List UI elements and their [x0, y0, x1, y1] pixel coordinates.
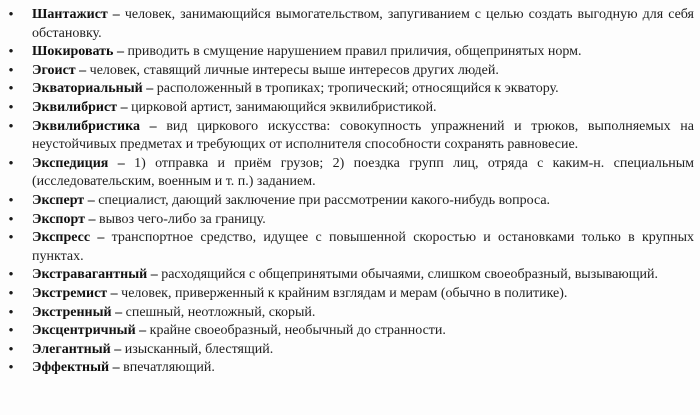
term: Экстренный	[32, 304, 112, 320]
bullet-icon: •	[8, 81, 14, 98]
definition: человек, ставящий личные интересы выше интересов других людей.	[89, 62, 499, 78]
definition: транспортное средство, идущее с повышенной скоростью и остановками только в крупных пунктах.	[32, 230, 694, 264]
term-dash: –	[84, 192, 99, 208]
bullet-icon: •	[8, 155, 14, 172]
definition: спешный, неотложный, скорый.	[125, 304, 316, 320]
bullet-icon: •	[8, 285, 14, 302]
term: Шантажист	[32, 7, 108, 22]
term-dash: –	[111, 304, 126, 320]
definition: 1) отправка и приём грузов; 2) поездка групп лиц, отряда с каким-н. специальным (исследовательским, военным и т. п.) заданием.	[32, 155, 695, 190]
term-dash: –	[110, 341, 125, 357]
list-item	[0, 6, 694, 43]
term-dash: –	[75, 62, 90, 78]
term: Эквилибрист	[32, 99, 118, 115]
definition: человек, занимающийся вымогательством, запугиванием с целью создать выгодную для себя обстановку.	[32, 7, 695, 41]
definition: расположенный в тропиках; тропический; относящийся к экватору.	[156, 81, 559, 97]
list-item	[0, 285, 694, 304]
list-item	[0, 359, 694, 378]
term-dash: –	[84, 211, 99, 227]
term-dash: –	[107, 7, 125, 22]
bullet-icon: •	[8, 211, 14, 228]
bullet-icon: •	[8, 192, 14, 209]
bullet-icon: •	[8, 230, 14, 247]
term-dash: –	[113, 44, 128, 60]
list-item	[0, 266, 694, 285]
definition: изысканный, блестящий.	[124, 341, 274, 357]
list-item	[0, 118, 694, 155]
term-dash: –	[117, 99, 132, 115]
bullet-icon: •	[8, 62, 14, 79]
term: Элегантный	[32, 341, 111, 357]
term: Эксперт	[32, 192, 85, 208]
bullet-icon: •	[8, 360, 14, 377]
term-dash: –	[135, 323, 150, 339]
definition: расходящийся с общепринятыми обычаями, слишком своеобразный, вызывающий.	[161, 267, 659, 283]
definition: крайне своеобразный, необычный до странности.	[149, 323, 446, 339]
bullet-icon: •	[8, 44, 14, 61]
list-item	[0, 304, 694, 323]
term-dash: –	[90, 230, 112, 246]
term-dash: –	[147, 267, 162, 283]
definition: вид циркового искусства: совокупность упражнений и трюков, выполняемых на неустойчивых предметах и требующих от исполнителя способности сохранять равновесие.	[32, 118, 695, 153]
term: Экспресс	[32, 230, 91, 246]
definition: впечатляющий.	[123, 360, 215, 376]
term: Экстравагантный	[32, 267, 148, 283]
definition: цирковой артист, занимающийся эквилибристикой.	[131, 99, 437, 115]
list-item	[0, 80, 694, 99]
term-dash: –	[109, 360, 124, 376]
list-item	[0, 43, 694, 62]
definition: специалист, дающий заключение при рассмотрении какого-нибудь вопроса.	[98, 192, 551, 208]
term: Экспедиция	[32, 155, 109, 171]
list-item	[0, 192, 694, 211]
list-item	[0, 99, 694, 118]
term: Эффектный	[32, 360, 110, 376]
definition: человек, приверженный к крайним взглядам и мерам (обычно в политике).	[121, 285, 568, 301]
bullet-icon: •	[8, 7, 14, 23]
term-dash: –	[107, 285, 122, 301]
term: Шокировать	[32, 44, 114, 60]
list-item	[0, 322, 694, 341]
bullet-icon: •	[8, 99, 14, 116]
term-dash: –	[142, 81, 157, 97]
bullet-icon: •	[8, 341, 14, 358]
list-item	[0, 211, 694, 230]
term: Экваториальный	[32, 81, 143, 97]
list-item	[0, 62, 694, 81]
term: Эксцентричный	[32, 323, 136, 339]
list-item	[0, 229, 694, 266]
bullet-icon: •	[8, 267, 14, 284]
term: Экстремист	[32, 285, 108, 301]
term-dash: –	[139, 118, 167, 134]
term: Эгоист	[32, 62, 76, 78]
definition: приводить в смущение нарушением правил приличия, общепринятых норм.	[127, 44, 582, 60]
definition: вывоз чего-либо за границу.	[98, 211, 266, 227]
term-dash: –	[108, 155, 135, 171]
list-item	[0, 341, 694, 360]
bullet-icon: •	[8, 118, 14, 135]
list-item	[0, 155, 694, 192]
bullet-icon: •	[8, 323, 14, 340]
term: Эквилибристика	[32, 118, 140, 134]
term: Экспорт	[32, 211, 85, 227]
bullet-icon: •	[8, 304, 14, 321]
